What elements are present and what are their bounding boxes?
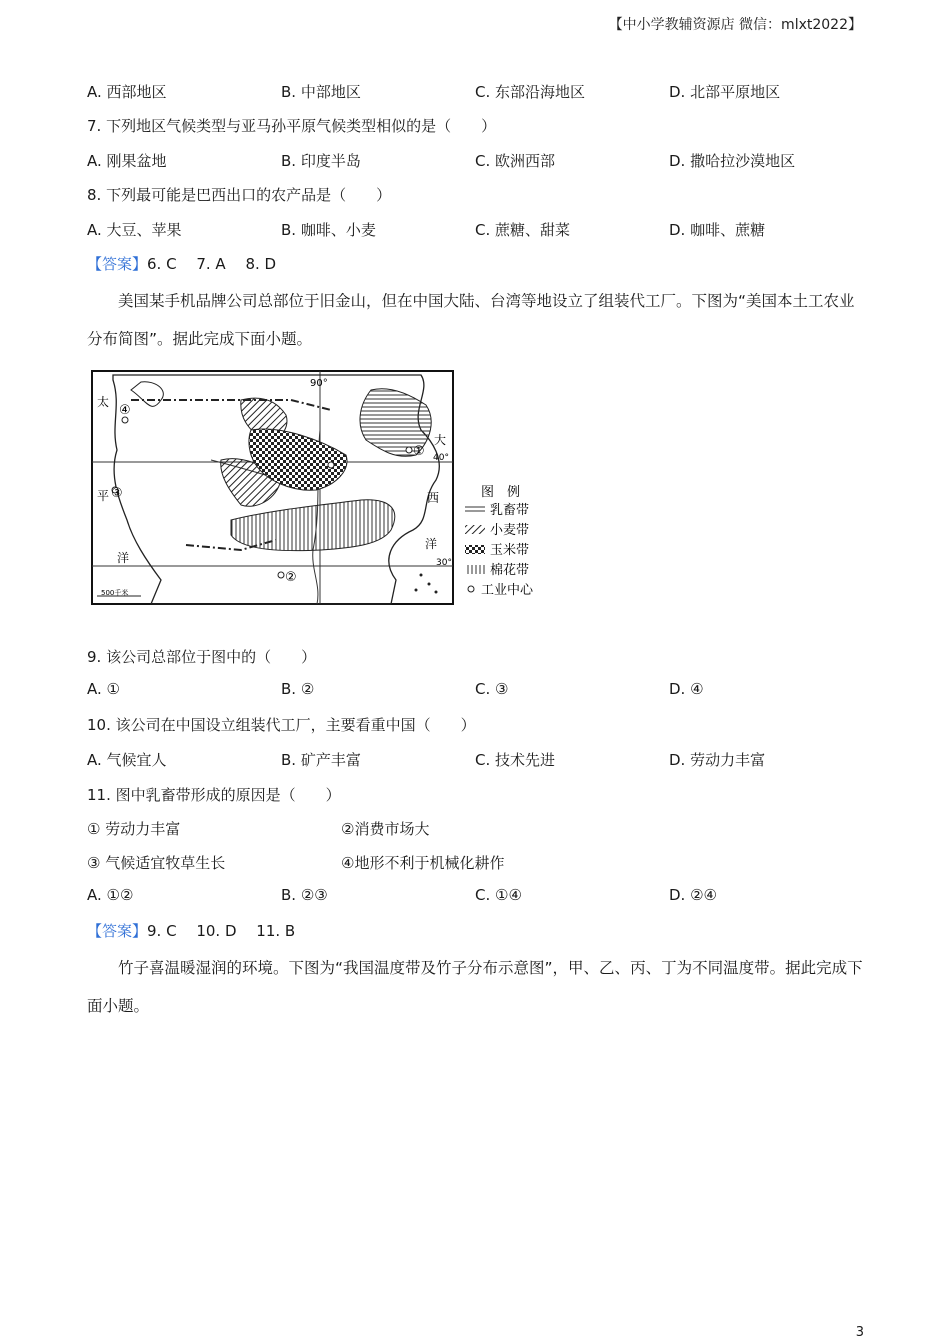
q6-option-a: A. 西部地区 bbox=[87, 83, 167, 101]
q6-option-b: B. 中部地区 bbox=[281, 83, 361, 101]
legend-industry: 工业中心 bbox=[481, 583, 534, 598]
q9-option-b: B. ② bbox=[281, 680, 315, 698]
answer-text: 9. C 10. D 11. B bbox=[147, 922, 296, 940]
q10-option-d: D. 劳动力丰富 bbox=[669, 751, 766, 769]
q11-choice-2: ②消费市场大 bbox=[341, 820, 430, 838]
q11-option-c: C. ①④ bbox=[475, 886, 522, 904]
longitude-label: 90° bbox=[310, 378, 328, 389]
q7-option-c: C. 欧洲西部 bbox=[475, 152, 556, 170]
pacific-label-3: 洋 bbox=[117, 551, 130, 565]
q9-option-c: C. ③ bbox=[475, 680, 509, 698]
map-legend bbox=[465, 485, 534, 598]
q9-stem: 9. 该公司总部位于图中的（ ） bbox=[87, 648, 317, 666]
pacific-label-1: 太 bbox=[97, 395, 110, 409]
q11-choice-1: ① 劳动力丰富 bbox=[87, 820, 181, 838]
marker-3: ③ bbox=[111, 486, 123, 501]
legend-title: 图 例 bbox=[481, 485, 521, 500]
legend-corn: 玉米带 bbox=[490, 543, 530, 558]
marker-4: ④ bbox=[119, 403, 131, 418]
q9-option-d: D. ④ bbox=[669, 680, 704, 698]
q8-option-c: C. 蔗糖、甜菜 bbox=[475, 221, 571, 239]
atlantic-label-1: 大 bbox=[434, 433, 447, 447]
q6-option-d: D. 北部平原地区 bbox=[669, 83, 781, 101]
q7-option-d: D. 撒哈拉沙漠地区 bbox=[669, 152, 796, 170]
q7-option-a: A. 刚果盆地 bbox=[87, 152, 167, 170]
q11-option-b: B. ②③ bbox=[281, 886, 328, 904]
pacific-label-2: 平 bbox=[97, 489, 110, 503]
q11-choice-4: ④地形不利于机械化耕作 bbox=[341, 854, 505, 872]
scale-label: 500千米 bbox=[101, 589, 129, 597]
answer-9-11 bbox=[87, 920, 295, 941]
legend-dairy: 乳畜带 bbox=[490, 503, 530, 518]
q10-stem: 10. 该公司在中国设立组装代工厂，主要看重中国（ ） bbox=[87, 716, 476, 734]
passage-1: 美国某手机品牌公司总部位于旧金山，但在中国大陆、台湾等地设立了组装代工厂。下图为“美国本土工农业分布简图”。据此完成下面小题。 bbox=[87, 292, 855, 348]
answer-6-8 bbox=[87, 253, 276, 274]
q10-option-b: B. 矿产丰富 bbox=[281, 751, 361, 769]
q10-option-c: C. 技术先进 bbox=[475, 751, 556, 769]
answer-text: 6. C 7. A 8. D bbox=[147, 255, 277, 273]
answer-tag: 【答案】 bbox=[87, 255, 148, 273]
q11-option-d: D. ②④ bbox=[669, 886, 717, 904]
q7-stem: 7. 下列地区气候类型与亚马孙平原气候类型相似的是（ ） bbox=[87, 117, 497, 135]
page-header: 【中小学教辅资源店 微信：mlxt2022】 bbox=[608, 17, 862, 33]
marker-2: ② bbox=[285, 570, 297, 585]
legend-cotton: 棉花带 bbox=[490, 563, 530, 578]
atlantic-label-2: 西 bbox=[427, 491, 440, 505]
atlantic-label-3: 洋 bbox=[425, 537, 438, 551]
q11-stem: 11. 图中乳畜带形成的原因是（ ） bbox=[87, 786, 341, 804]
q6-option-c: C. 东部沿海地区 bbox=[475, 83, 586, 101]
q8-option-d: D. 咖啡、蔗糖 bbox=[669, 221, 766, 239]
q8-stem: 8. 下列最可能是巴西出口的农产品是（ ） bbox=[87, 186, 392, 204]
answer-tag: 【答案】 bbox=[87, 922, 148, 940]
q11-choice-3: ③ 气候适宜牧草生长 bbox=[87, 854, 226, 872]
q7-option-b: B. 印度半岛 bbox=[281, 152, 361, 170]
lat-label-30: 30° bbox=[436, 558, 452, 568]
legend-wheat: 小麦带 bbox=[490, 523, 530, 538]
q8-option-b: B. 咖啡、小麦 bbox=[281, 221, 376, 239]
q11-option-a: A. ①② bbox=[87, 886, 134, 904]
marker-1: ① bbox=[413, 444, 425, 459]
q10-option-a: A. 气候宜人 bbox=[87, 751, 167, 769]
passage-2: 竹子喜温暖湿润的环境。下图为“我国温度带及竹子分布示意图”，甲、乙、丙、丁为不同温度带。据此完成下面小题。 bbox=[87, 959, 863, 1015]
q9-option-a: A. ① bbox=[87, 680, 120, 698]
lat-label-40: 40° bbox=[433, 453, 449, 463]
us-agriculture-map bbox=[91, 370, 551, 610]
page-number: 3 bbox=[855, 1325, 864, 1340]
q8-option-a: A. 大豆、苹果 bbox=[87, 221, 182, 239]
